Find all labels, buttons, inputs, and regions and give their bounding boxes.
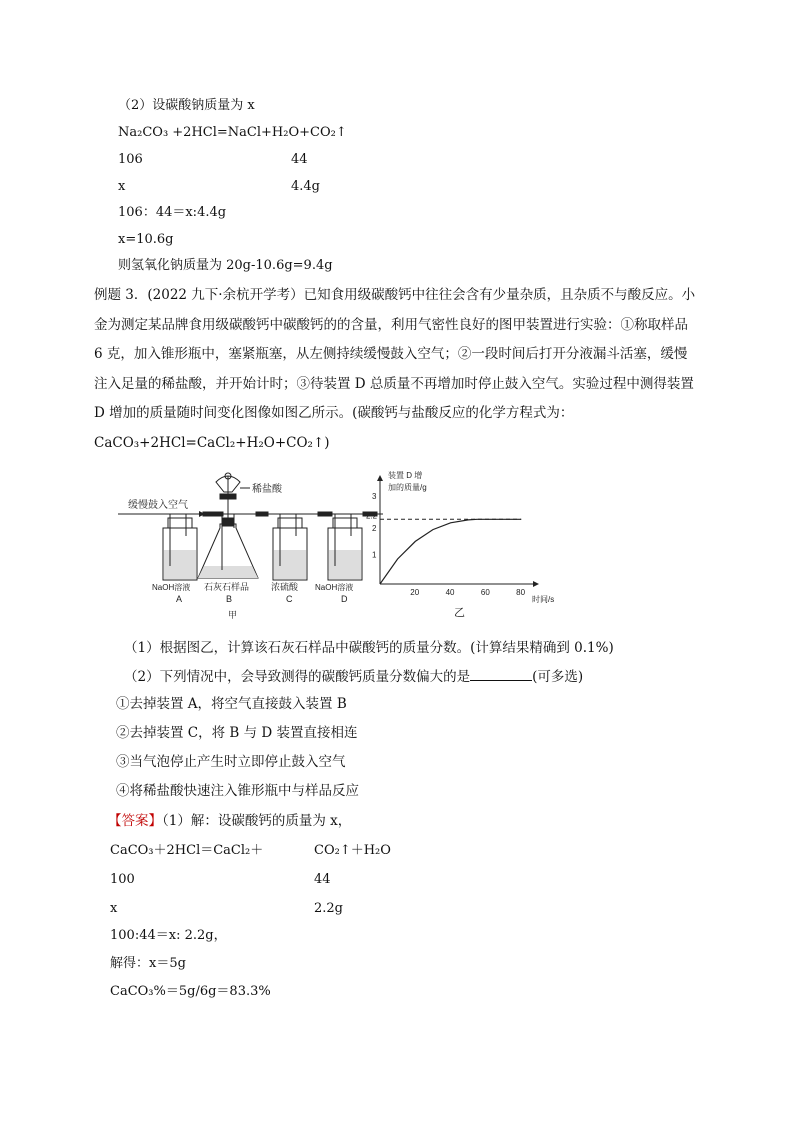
- answer-blank[interactable]: [470, 666, 532, 681]
- chart-y-tick-label: 3: [372, 491, 377, 501]
- option-3: ③当气泡停止产生时立即停止鼓入空气: [116, 754, 346, 770]
- bottle-d: [328, 514, 370, 580]
- chart-xlabel: 时间/s: [532, 595, 555, 604]
- answer-row1-b: 44: [314, 872, 331, 887]
- bottle-b-content: 石灰石样品: [204, 582, 250, 592]
- result-naoh: 则氢氧化钠质量为 20g-10.6g=9.4g: [118, 258, 333, 273]
- option-2: ②去掉装置 C，将 B 与 D 装置直接相连: [116, 725, 358, 741]
- acid-label: 稀盐酸: [252, 484, 282, 495]
- equation-1: Na₂CO₃ +2HCl=NaCl+H₂O+CO₂↑: [118, 125, 347, 140]
- bottle-a-content: NaOH溶液: [152, 583, 191, 592]
- question-2-tail: (可多选): [532, 669, 584, 685]
- chart-y-tick-label: 2: [372, 524, 377, 534]
- answer-proportion: 100:44＝x: 2.2g，: [110, 928, 227, 943]
- ratio-row2-b: 4.4g: [291, 179, 320, 194]
- chart-series-line: [380, 519, 521, 584]
- question-1: （1）根据图乙，计算该石灰石样品中碳酸钙的质量分数。(计算结果精确到 0.1%): [124, 640, 614, 656]
- bottle-a-letter: A: [176, 594, 183, 604]
- example-3: [94, 281, 700, 458]
- answer-intro-line: [108, 812, 351, 830]
- answer-row2-b: 2.2g: [314, 901, 343, 916]
- answer-row2-a: x: [110, 901, 118, 916]
- chart-ylabel-2: 加的质量/g: [388, 483, 427, 492]
- chart-ylabel-1: 装置 D 增: [388, 471, 423, 480]
- bottle-a: [163, 514, 203, 580]
- bottle-c-letter: C: [286, 594, 293, 604]
- chart-x-tick-label: 40: [445, 588, 455, 597]
- question-2: [124, 663, 714, 693]
- bottle-d-content: NaOH溶液: [315, 583, 354, 592]
- chart-y-tick-label: 1: [372, 550, 377, 560]
- answer-eq-right: CO₂↑＋H₂O: [314, 843, 391, 858]
- ratio-row1-a: 106: [118, 152, 143, 167]
- part2-header: （2）设碳酸钠质量为 x: [118, 98, 255, 113]
- answer-percent: CaCO₃%＝5g/6g＝83.3%: [110, 984, 271, 999]
- bottle-b-letter: B: [226, 594, 233, 604]
- ratio-row2-a: x: [118, 179, 126, 194]
- flask-b: [198, 473, 258, 578]
- bottle-d-letter: D: [341, 594, 348, 604]
- bottle-c: [273, 514, 307, 580]
- answer-row1-a: 100: [110, 872, 135, 887]
- example-text: (2022 九下·余杭开学考）已知食用级碳酸钙中往往会含有少量杂质，且杂质不与酸反应。小金为测定某品牌食用级碳酸钙中碳酸钙的的含量，利用气密性良好的图甲装置进行实验：①称取样品 6 克，加入锥形瓶中，塞紧瓶塞，从左侧持续缓慢鼓入空气；②一段时间后打开分液漏斗活塞，缓慢注入足量的稀盐酸，并开始计时；③待装置 D 总质量不再增加时停止鼓入空气。实验过程中测得装置 D 增加的质量随时间变化图像如图乙所示。(碳酸钙与盐酸反应的化学方程式为：CaCO₃+2HCl=CaCl₂+H₂O+CO₂↑): [94, 287, 696, 451]
- example-label: 例题 3．: [94, 287, 148, 303]
- chart-x-tick-label: 20: [410, 588, 420, 597]
- chart-caption: 乙: [454, 607, 465, 619]
- answer-eq-left: CaCO₃＋2HCl＝CaCl₂＋: [110, 843, 264, 858]
- air-label: 缓慢鼓入空气: [128, 500, 188, 511]
- chart-y-tick-label: 2.2: [366, 511, 378, 521]
- option-4: ④将稀盐酸快速注入锥形瓶中与样品反应: [116, 783, 359, 799]
- option-1: ①去掉装置 A，将空气直接鼓入装置 B: [116, 696, 347, 712]
- question-2-text: （2）下列情况中，会导致测得的碳酸钙质量分数偏大的是: [124, 669, 471, 685]
- result-x: x=10.6g: [118, 232, 174, 247]
- bottle-c-content: 浓硫酸: [271, 582, 299, 592]
- chart-x-tick-label: 60: [480, 588, 490, 597]
- ratio-row1-b: 44: [291, 152, 308, 167]
- caption-jia: 甲: [228, 610, 238, 620]
- chart-x-tick-label: 80: [516, 588, 526, 597]
- figure-apparatus-and-chart: [108, 466, 555, 626]
- proportion-1: 106：44＝x:4.4g: [118, 205, 227, 220]
- answer-tag: 【答案】: [108, 813, 162, 829]
- answer-intro: （1）解：设碳酸钙的质量为 x，: [162, 813, 352, 829]
- chart-mass-vs-time: [366, 470, 554, 619]
- answer-solve: 解得：x＝5g: [110, 956, 186, 971]
